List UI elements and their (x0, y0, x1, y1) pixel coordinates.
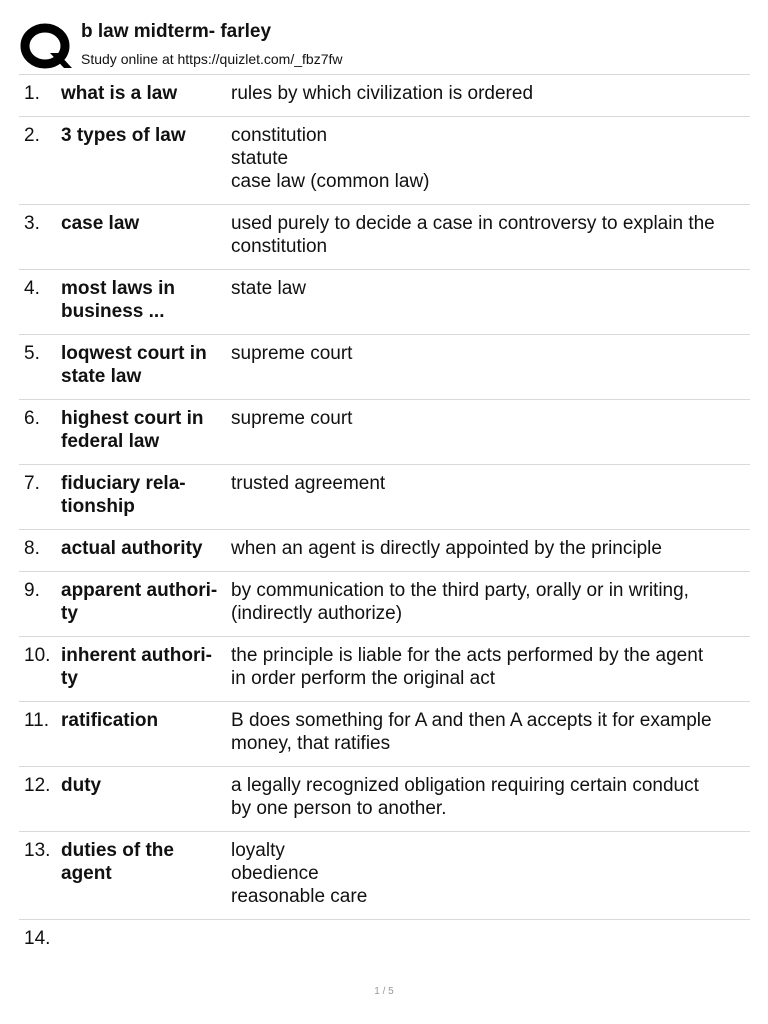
card-term (61, 277, 227, 323)
flashcard-row (19, 270, 750, 335)
card-definition (231, 709, 750, 755)
card-definition (231, 277, 750, 323)
term-line: actual authority (61, 538, 203, 559)
flashcard-row (19, 465, 750, 530)
definition-line: by one person to another. (231, 798, 447, 819)
definition-line: a legally recognized obligation requiring certain conduct (231, 775, 699, 796)
card-number: 13. (24, 840, 51, 861)
flashcard-list (19, 74, 750, 961)
card-definition (231, 839, 750, 908)
card-definition (231, 927, 750, 950)
card-term (61, 472, 227, 518)
flashcard-row (19, 767, 750, 832)
term-line: duties of the (61, 840, 174, 861)
card-definition (231, 342, 750, 388)
flashcard-row (19, 920, 750, 961)
card-term (61, 579, 227, 625)
card-number: 3. (24, 213, 40, 234)
card-term (61, 644, 227, 690)
card-term (61, 774, 227, 797)
card-definition (231, 82, 750, 105)
definition-line: rules by which civilization is ordered (231, 83, 534, 104)
card-definition (231, 124, 750, 193)
card-definition (231, 537, 750, 560)
definition-line: obedience (231, 863, 319, 884)
definition-line: B does something for A and then A accepts it for example (231, 710, 712, 731)
term-line: ty (61, 668, 78, 689)
card-number: 7. (24, 473, 40, 494)
term-line: business ... (61, 301, 165, 322)
term-line: inherent authori- (61, 645, 212, 666)
study-link[interactable]: Study online at https://quizlet.com/_fbz7fw (81, 51, 343, 67)
definition-line: trusted agreement (231, 473, 386, 494)
term-line: federal law (61, 431, 160, 452)
term-line: fiduciary rela- (61, 473, 186, 494)
definition-line: in order perform the original act (231, 668, 496, 689)
card-definition (231, 212, 750, 258)
definition-line: supreme court (231, 408, 353, 429)
card-number: 8. (24, 538, 40, 559)
flashcard-row (19, 702, 750, 767)
page-number: 1 / 5 (374, 986, 394, 997)
definition-line: the principle is liable for the acts performed by the agent (231, 645, 704, 666)
term-line: state law (61, 366, 142, 387)
term-line: 3 types of law (61, 125, 186, 146)
quizlet-logo-icon (20, 22, 72, 70)
card-term (61, 839, 227, 885)
definition-line: by communication to the third party, orally or in writing, (231, 580, 689, 601)
card-definition (231, 774, 750, 820)
set-title: b law midterm- farley (81, 21, 272, 42)
definition-line: loyalty (231, 840, 285, 861)
card-term (61, 342, 227, 388)
term-line: tionship (61, 496, 135, 517)
term-line: duty (61, 775, 102, 796)
card-definition (231, 579, 750, 625)
card-term (61, 537, 227, 560)
term-line: loqwest court in (61, 343, 207, 364)
card-number: 12. (24, 775, 51, 796)
card-definition (231, 472, 750, 518)
definition-line: constitution (231, 125, 328, 146)
flashcard-row (19, 530, 750, 572)
definition-line: case law (common law) (231, 171, 430, 192)
card-definition (231, 407, 750, 453)
definition-line: money, that ratifies (231, 733, 391, 754)
flashcard-row (19, 335, 750, 400)
term-line: case law (61, 213, 140, 234)
term-line: ratification (61, 710, 159, 731)
term-line: apparent authori- (61, 580, 218, 601)
card-number: 2. (24, 125, 40, 146)
definition-line: constitution (231, 236, 328, 257)
term-line: ty (61, 603, 78, 624)
term-line: highest court in (61, 408, 204, 429)
card-number: 9. (24, 580, 40, 601)
flashcard-row (19, 205, 750, 270)
card-number: 10. (24, 645, 51, 666)
card-number: 11. (24, 710, 50, 731)
card-term (61, 124, 227, 147)
term-line: agent (61, 863, 112, 884)
card-term (61, 407, 227, 453)
flashcard-row (19, 572, 750, 637)
definition-line: supreme court (231, 343, 353, 364)
card-number: 1. (24, 83, 40, 104)
flashcard-row (19, 400, 750, 465)
flashcard-row (19, 75, 750, 117)
card-term (61, 212, 227, 235)
card-term (61, 709, 227, 732)
flashcard-row (19, 832, 750, 920)
definition-line: statute (231, 148, 289, 169)
card-number: 14. (24, 928, 51, 949)
definition-line: (indirectly authorize) (231, 603, 403, 624)
definition-line: used purely to decide a case in controversy to explain the (231, 213, 715, 234)
term-line: most laws in (61, 278, 176, 299)
card-number: 6. (24, 408, 40, 429)
definition-line: state law (231, 278, 306, 299)
term-line: what is a law (61, 83, 178, 104)
page-header (0, 0, 768, 74)
definition-line: reasonable care (231, 886, 368, 907)
card-number: 4. (24, 278, 40, 299)
flashcard-row (19, 637, 750, 702)
card-term (61, 82, 227, 105)
flashcard-row (19, 117, 750, 205)
card-number: 5. (24, 343, 40, 364)
card-definition (231, 644, 750, 690)
definition-line: when an agent is directly appointed by the principle (231, 538, 662, 559)
